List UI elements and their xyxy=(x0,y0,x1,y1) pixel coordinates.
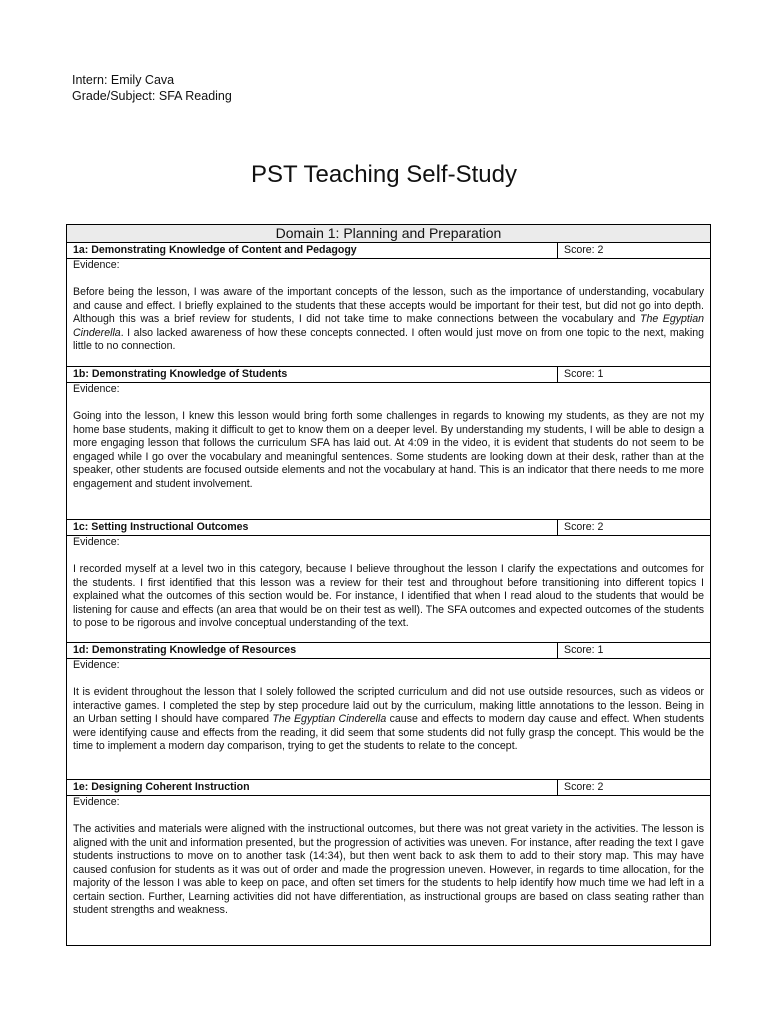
evidence-text-part: It is evident throughout the lesson that I solely followed the scripted curriculum and did not use outside resources, such as videos or interactive games. I completed the step by step procedure laid out by the curriculum, making little annotations to the lesson. Being in an Urban setting I should have compared xyxy=(73,686,704,725)
component-title: 1a: Demonstrating Knowledge of Content and Pedagogy xyxy=(67,243,558,258)
component-row-1e xyxy=(67,780,710,796)
document-header xyxy=(72,72,232,104)
domain-heading: Domain 1: Planning and Preparation xyxy=(67,225,710,243)
component-row-1c xyxy=(67,520,710,536)
evidence-cell-1b xyxy=(67,383,710,520)
evidence-label: Evidence: xyxy=(73,796,120,808)
evidence-cell-1c xyxy=(67,536,710,643)
book-title: The Egyptian Cinderella xyxy=(73,313,704,339)
evidence-label: Evidence: xyxy=(73,659,120,671)
domain-table xyxy=(66,224,711,946)
intern-name: Intern: Emily Cava xyxy=(72,73,175,87)
component-title: 1d: Demonstrating Knowledge of Resources xyxy=(67,643,558,658)
evidence-label: Evidence: xyxy=(73,383,120,395)
component-row-1d xyxy=(67,643,710,659)
component-row-1b xyxy=(67,367,710,383)
component-score: Score: 2 xyxy=(564,521,604,533)
page-title: PST Teaching Self-Study xyxy=(251,161,517,188)
evidence-cell-1d xyxy=(67,659,710,780)
evidence-text-part: cause and effects to modern day cause and effect. When students were identifying cause and effects from the reading, it did seem that some students did not fully grasp the concept. This would be the time to implement a modern day comparison, trying to get the students to relate to the concept. xyxy=(73,713,704,752)
evidence-text: Going into the lesson, I knew this lesson would bring forth some challenges in regards to knowing my students, as they are not my home base students, making it difficult to get to know them on a deeper level. By understanding my students, I will be able to design a more engaging lesson that follows the curriculum SFA has laid out. At 4:09 in the video, it is evident that students do not seem to be engaged while I go over the vocabulary and meaningful sentences. Some students are looking down at their desk, rather than at the speaker, other students are focused outside elements and not the vocabulary at hand. This is an indicator that there needs to me more engagement and student involvement. xyxy=(73,410,704,490)
component-title: 1e: Designing Coherent Instruction xyxy=(67,780,558,795)
evidence-label: Evidence: xyxy=(73,259,120,271)
component-score: Score: 1 xyxy=(564,368,604,380)
evidence-label: Evidence: xyxy=(73,536,120,548)
grade-subject: Grade/Subject: SFA Reading xyxy=(72,89,232,103)
component-row-1a xyxy=(67,243,710,259)
evidence-text-part: Before being the lesson, I was aware of the important concepts of the lesson, such as the importance of understanding, vocabulary and cause and effect. I briefly explained to the students that these accepts would be important for their test, but did not go into depth. Although this was a brief review for students, I did not take time to make connections between the vocabulary and xyxy=(73,286,704,325)
evidence-cell-1a xyxy=(67,259,710,367)
book-title: The Egyptian Cinderella xyxy=(272,713,387,725)
evidence-text-part: . I also lacked awareness of how these concepts connected. I often would just move on from one topic to the next, making little to no connection. xyxy=(73,326,704,352)
component-title: 1b: Demonstrating Knowledge of Students xyxy=(67,367,558,382)
component-score: Score: 2 xyxy=(564,244,604,256)
evidence-cell-1e xyxy=(67,796,710,945)
evidence-text xyxy=(73,286,704,354)
evidence-text: I recorded myself at a level two in this category, because I believe throughout the lesson I clarify the expectations and outcomes for the students. I first identified that this lesson was a review for their test and throughout before transitioning into different topics I explained what the outcomes of this section would be. For instance, I identified that when I read aloud to the students that would be listening for cause and effects (an area that would be on their test as well). The SFA outcomes and expected outcomes of the students to pose to be rigorous and involve conceptual understanding of the text. xyxy=(73,563,704,629)
component-score: Score: 1 xyxy=(564,644,604,656)
evidence-text: The activities and materials were aligned with the instructional outcomes, but there was not great variety in the activities. The lesson is aligned with the unit and information presented, but the progression of activities was uneven. For instance, after reading the text I gave students instructions to move on to another task (14:34), but then went back to ask them to add to their story map. This may have caused confusion for students as it was out of order and made the progression uneven. However, in regards to time allocation, for the majority of the lesson I was able to keep on pace, and often set timers for the students to help identify how much time we had left in a certain section. Further, Learning activities did not have differentiation, as instructional groups are based on class seating rather than student strengths and weakness. xyxy=(73,823,704,916)
component-title: 1c: Setting Instructional Outcomes xyxy=(67,520,558,535)
component-score: Score: 2 xyxy=(564,781,604,793)
evidence-text xyxy=(73,686,704,754)
